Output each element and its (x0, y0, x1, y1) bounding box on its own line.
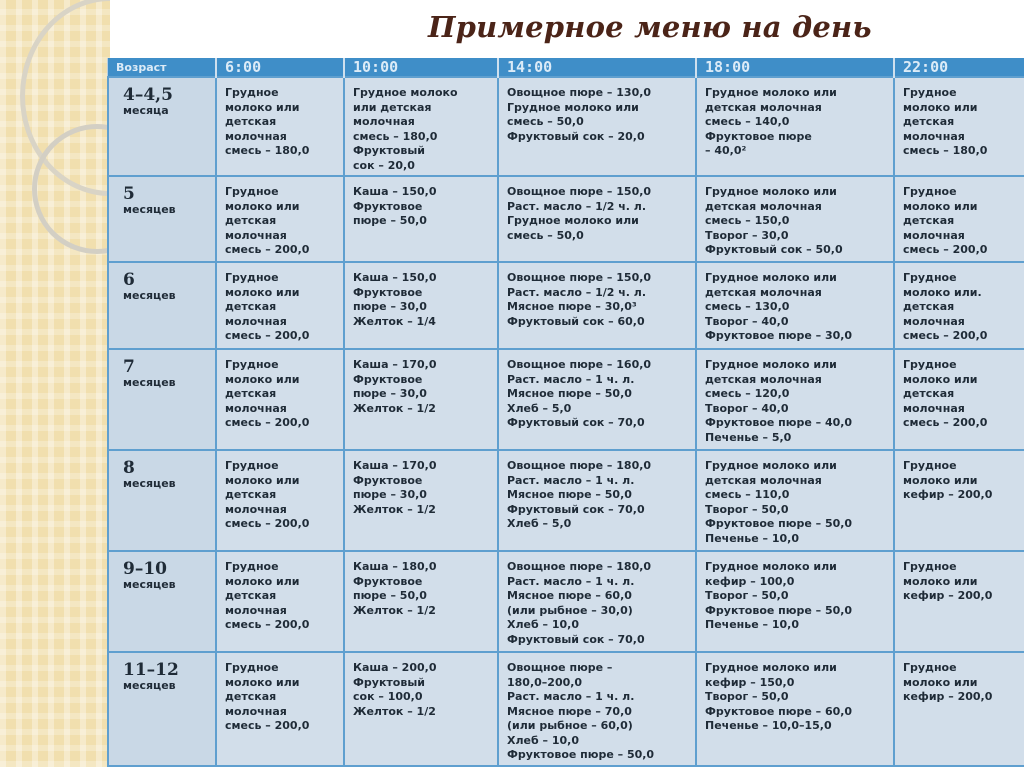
meal-item: молоко или (903, 199, 978, 213)
meal-item: молоко или (903, 675, 978, 689)
meal-item: сок – 20,0 (353, 158, 415, 172)
meal-item: молоко или (903, 372, 978, 386)
age-cell (108, 262, 216, 349)
meal-item: смесь – 200,0 (225, 719, 310, 732)
meal-item: Раст. масло – 1 ч. л. (507, 473, 635, 487)
meal-item: Грудное молоко или (705, 185, 837, 198)
meal-item: Грудное (225, 185, 279, 198)
meal-item: молоко или (225, 675, 300, 689)
meal-item: смесь – 50,0 (507, 228, 584, 242)
age-value: 7 (123, 357, 135, 377)
meal-item: Каша – 170,0 (353, 358, 437, 371)
meal-cell (498, 77, 696, 176)
age-cell (108, 349, 216, 450)
meal-cell (498, 551, 696, 652)
age-unit: месяца (123, 104, 169, 117)
meal-cell (696, 450, 894, 551)
menu-table-container (107, 58, 1024, 767)
meal-item: детская (225, 589, 277, 602)
meal-item: Желток – 1/2 (353, 704, 436, 718)
meal-item: Овощное пюре – 150,0 (507, 185, 652, 198)
meal-item: молоко или (225, 199, 300, 213)
meal-item: Мясное пюре – 60,0 (507, 589, 632, 602)
meal-item: Фруктовое (353, 473, 423, 487)
meal-cell (498, 652, 696, 766)
meal-item: молоко или (903, 100, 978, 114)
meal-cell (344, 262, 498, 349)
meal-item: кефир – 100,0 (705, 574, 795, 588)
meal-cell (894, 77, 1024, 176)
meal-item: Грудное молоко или (705, 86, 837, 99)
age-value: 5 (123, 184, 135, 204)
meal-item: Каша – 150,0 (353, 271, 437, 284)
meal-item: кефир – 200,0 (903, 690, 993, 703)
meal-cell (344, 349, 498, 450)
meal-item: (или рыбное – 60,0) (507, 719, 633, 732)
meal-cell (894, 450, 1024, 551)
meal-item: Фруктовое пюре – 30,0 (705, 329, 853, 342)
meal-item: Грудное молоко или (507, 100, 639, 114)
meal-item: Желток – 1/4 (353, 314, 436, 328)
meal-item: смесь – 180,0 (225, 144, 310, 157)
meal-cell (894, 551, 1024, 652)
meal-item: Творог – 50,0 (705, 589, 789, 602)
table-row (108, 262, 1024, 349)
age-cell (108, 77, 216, 176)
meal-item: молочная (225, 129, 287, 143)
meal-cell (344, 176, 498, 262)
meal-item: Грудное (903, 358, 957, 371)
age-unit: месяцев (123, 289, 176, 302)
age-value: 11–12 (123, 660, 179, 680)
meal-item: смесь – 120,0 (705, 387, 790, 400)
meal-item: Грудное (225, 358, 279, 371)
meal-item: Творог – 50,0 (705, 690, 789, 703)
meal-item: пюре – 30,0 (353, 300, 427, 313)
meal-item: Хлеб – 10,0 (507, 733, 579, 747)
meal-item: Фруктовый сок – 60,0 (507, 314, 645, 328)
meal-item: детская молочная (705, 100, 822, 114)
meal-item: Фруктовое пюре – 40,0 (705, 416, 853, 429)
meal-item: детская (225, 115, 277, 128)
meal-item: смесь – 200,0 (903, 416, 988, 429)
meal-item: Фруктовое (353, 285, 423, 299)
age-value: 4–4,5 (123, 85, 173, 105)
meal-item: Овощное пюре – 130,0 (507, 86, 652, 99)
meal-item: Фруктовый сок – 20,0 (507, 129, 645, 143)
meal-item: Грудное (903, 86, 957, 99)
meal-item: Грудное (903, 185, 957, 198)
meal-item: детская молочная (705, 285, 822, 299)
meal-item: Хлеб – 5,0 (507, 401, 572, 415)
meal-item: детская (225, 300, 277, 313)
meal-item: смесь – 200,0 (225, 243, 310, 256)
meal-item: молочная (225, 228, 287, 242)
meal-item: молочная (225, 502, 287, 516)
meal-cell (696, 652, 894, 766)
meal-item: Овощное пюре – 180,0 (507, 560, 652, 573)
meal-cell (344, 450, 498, 551)
age-unit: месяцев (123, 376, 176, 389)
meal-item: смесь – 180,0 (903, 144, 988, 157)
meal-item: пюре – 50,0 (353, 589, 427, 602)
age-cell (108, 551, 216, 652)
meal-item: Фруктовое пюре – 50,0 (705, 603, 853, 617)
meal-item: Хлеб – 5,0 (507, 517, 572, 530)
column-header-time: 14:00 (498, 58, 696, 77)
meal-item: смесь – 140,0 (705, 115, 790, 128)
meal-item: Желток – 1/2 (353, 502, 436, 516)
meal-item: Творог – 50,0 (705, 502, 789, 516)
age-value: 9–10 (123, 559, 167, 579)
meal-item: Раст. масло – 1/2 ч. л. (507, 199, 647, 213)
meal-item: Фруктовое (353, 372, 423, 386)
meal-item: молочная (225, 401, 287, 415)
column-header-time: 18:00 (696, 58, 894, 77)
meal-item: Каша – 150,0 (353, 185, 437, 198)
meal-cell (344, 77, 498, 176)
meal-cell (696, 77, 894, 176)
table-body (108, 77, 1024, 766)
meal-item: Грудное молоко или (507, 214, 639, 227)
meal-item: Грудное молоко или (705, 358, 837, 371)
meal-item: Грудное молоко или (705, 661, 837, 674)
meal-item: Каша – 200,0 (353, 661, 437, 674)
meal-item: пюре – 30,0 (353, 488, 427, 501)
meal-item: Овощное пюре – (507, 661, 613, 674)
age-cell (108, 450, 216, 551)
age-value: 8 (123, 458, 135, 478)
meal-cell (216, 551, 344, 652)
meal-cell (696, 551, 894, 652)
meal-cell (696, 349, 894, 450)
meal-item: детская (225, 488, 277, 501)
meal-item: Фруктовое пюре – 60,0 (705, 704, 853, 718)
meal-item: молочная (225, 704, 287, 718)
meal-item: Грудное (903, 661, 957, 674)
meal-item: Печенье – 5,0 (705, 430, 792, 444)
meal-cell (696, 262, 894, 349)
meal-cell (498, 349, 696, 450)
age-cell (108, 176, 216, 262)
table-row (108, 551, 1024, 652)
meal-item: Фруктовый сок – 50,0 (705, 243, 843, 256)
meal-item: молочная (903, 228, 965, 242)
meal-item: Грудное (225, 271, 279, 284)
meal-item: Грудное (903, 271, 957, 284)
meal-item: детская (225, 690, 277, 703)
meal-item: молочная (225, 603, 287, 617)
meal-item: Печенье – 10,0 (705, 531, 799, 545)
title-area (110, 0, 1024, 58)
meal-item: Грудное (903, 560, 957, 573)
meal-item: Творог – 40,0 (705, 401, 789, 415)
age-value: 6 (123, 270, 135, 290)
meal-item: молочная (225, 314, 287, 328)
meal-item: детская (225, 387, 277, 400)
table-row (108, 450, 1024, 551)
meal-cell (894, 262, 1024, 349)
meal-item: (или рыбное – 30,0) (507, 603, 633, 617)
meal-item: Грудное (225, 459, 279, 472)
meal-item: кефир – 150,0 (705, 675, 795, 689)
meal-item: Мясное пюре – 50,0 (507, 387, 632, 400)
table-row (108, 77, 1024, 176)
meal-item: пюре – 30,0 (353, 387, 427, 400)
meal-item: смесь – 200,0 (225, 618, 310, 631)
meal-item: молоко или (225, 100, 300, 114)
meal-cell (216, 262, 344, 349)
table-row (108, 176, 1024, 262)
meal-item: Творог – 40,0 (705, 314, 789, 328)
meal-item: Фруктовый сок – 70,0 (507, 632, 645, 646)
meal-cell (894, 349, 1024, 450)
meal-item: смесь – 180,0 (353, 129, 438, 143)
meal-item: Грудное (903, 459, 957, 472)
meal-cell (216, 176, 344, 262)
age-unit: месяцев (123, 578, 176, 591)
column-header-time: 22:00 (894, 58, 1024, 77)
meal-item: смесь – 110,0 (705, 488, 790, 501)
meal-item: молоко или (225, 285, 300, 299)
meal-item: Овощное пюре – 160,0 (507, 358, 652, 371)
meal-cell (344, 551, 498, 652)
meal-item: молоко или (225, 574, 300, 588)
meal-cell (216, 77, 344, 176)
meal-item: пюре – 50,0 (353, 214, 427, 227)
meal-cell (498, 450, 696, 551)
meal-item: молоко или (903, 574, 978, 588)
meal-item: Каша – 180,0 (353, 560, 437, 573)
meal-item: или детская (353, 100, 432, 114)
page-title: Примерное меню на день (428, 10, 872, 44)
meal-item: Фруктовый (353, 144, 425, 157)
meal-item: молоко или (225, 473, 300, 487)
meal-item: смесь – 200,0 (225, 416, 310, 429)
meal-item: Овощное пюре – 150,0 (507, 271, 652, 284)
age-unit: месяцев (123, 203, 176, 216)
meal-cell (216, 652, 344, 766)
meal-item: Грудное (225, 560, 279, 573)
meal-cell (216, 450, 344, 551)
meal-item: молоко или (903, 473, 978, 487)
meal-item: детская молочная (705, 199, 822, 213)
meal-item: Грудное молоко (353, 86, 458, 99)
meal-item: смесь – 150,0 (705, 214, 790, 227)
meal-item: Раст. масло – 1 ч. л. (507, 690, 635, 703)
age-cell (108, 652, 216, 766)
meal-item: детская молочная (705, 473, 822, 487)
meal-item: молоко или. (903, 285, 982, 299)
age-unit: месяцев (123, 679, 176, 692)
meal-cell (216, 349, 344, 450)
meal-item: детская молочная (705, 372, 822, 386)
meal-item: Фруктовое (353, 199, 423, 213)
meal-item: Фруктовый сок – 70,0 (507, 502, 645, 516)
meal-item: сок – 100,0 (353, 690, 423, 703)
meal-item: Раст. масло – 1 ч. л. (507, 372, 635, 386)
meal-item: Хлеб – 10,0 (507, 618, 579, 631)
meal-item: детская (903, 300, 955, 313)
menu-table (107, 58, 1024, 767)
meal-item: Творог – 30,0 (705, 228, 789, 242)
meal-cell (498, 262, 696, 349)
meal-item: Печенье – 10,0 (705, 618, 799, 631)
meal-item: детская (903, 214, 955, 227)
meal-item: Фруктовый (353, 675, 425, 689)
table-row (108, 652, 1024, 766)
meal-item: 180,0–200,0 (507, 675, 583, 689)
meal-item: молочная (903, 314, 965, 328)
meal-item: Грудное (225, 661, 279, 674)
meal-item: Раст. масло – 1/2 ч. л. (507, 285, 647, 299)
table-header-row (108, 58, 1024, 77)
meal-item: Грудное молоко или (705, 271, 837, 284)
meal-item: смесь – 50,0 (507, 115, 584, 128)
column-header-time: 10:00 (344, 58, 498, 77)
meal-item: детская (903, 387, 955, 400)
meal-item: Желток – 1/2 (353, 401, 436, 415)
meal-cell (344, 652, 498, 766)
meal-item: Овощное пюре – 180,0 (507, 459, 652, 472)
meal-item: Мясное пюре – 50,0 (507, 488, 632, 501)
meal-item: Мясное пюре – 30,0³ (507, 300, 637, 313)
column-header-time: 6:00 (216, 58, 344, 77)
meal-item: смесь – 200,0 (225, 517, 310, 530)
meal-item: Печенье – 10,0–15,0 (705, 719, 832, 732)
meal-item: Фруктовое (353, 574, 423, 588)
meal-item: Фруктовое пюре (705, 129, 812, 143)
meal-cell (894, 176, 1024, 262)
meal-item: Грудное молоко или (705, 459, 837, 472)
meal-item: Мясное пюре – 70,0 (507, 704, 632, 718)
meal-item: Грудное (225, 86, 279, 99)
meal-item: молочная (903, 401, 965, 415)
age-unit: месяцев (123, 477, 176, 490)
meal-item: детская (903, 115, 955, 128)
meal-item: смесь – 200,0 (903, 243, 988, 256)
meal-item: молоко или (225, 372, 300, 386)
table-row (108, 349, 1024, 450)
meal-item: смесь – 200,0 (903, 329, 988, 342)
meal-item: Фруктовое пюре – 50,0 (507, 748, 655, 761)
meal-item: молочная (353, 115, 415, 128)
meal-cell (696, 176, 894, 262)
meal-item: Фруктовое пюре – 50,0 (705, 517, 853, 530)
meal-item: Желток – 1/2 (353, 603, 436, 617)
meal-cell (894, 652, 1024, 766)
meal-item: молочная (903, 129, 965, 143)
meal-item: – 40,0² (705, 144, 747, 157)
meal-item: кефир – 200,0 (903, 488, 993, 501)
meal-item: Раст. масло – 1 ч. л. (507, 574, 635, 588)
meal-item: Фруктовый сок – 70,0 (507, 416, 645, 429)
meal-cell (498, 176, 696, 262)
meal-item: Грудное молоко или (705, 560, 837, 573)
meal-item: смесь – 200,0 (225, 329, 310, 342)
meal-item: смесь – 130,0 (705, 300, 790, 313)
column-header-age: Возраст (108, 58, 216, 77)
meal-item: детская (225, 214, 277, 227)
meal-item: Каша – 170,0 (353, 459, 437, 472)
meal-item: кефир – 200,0 (903, 589, 993, 602)
